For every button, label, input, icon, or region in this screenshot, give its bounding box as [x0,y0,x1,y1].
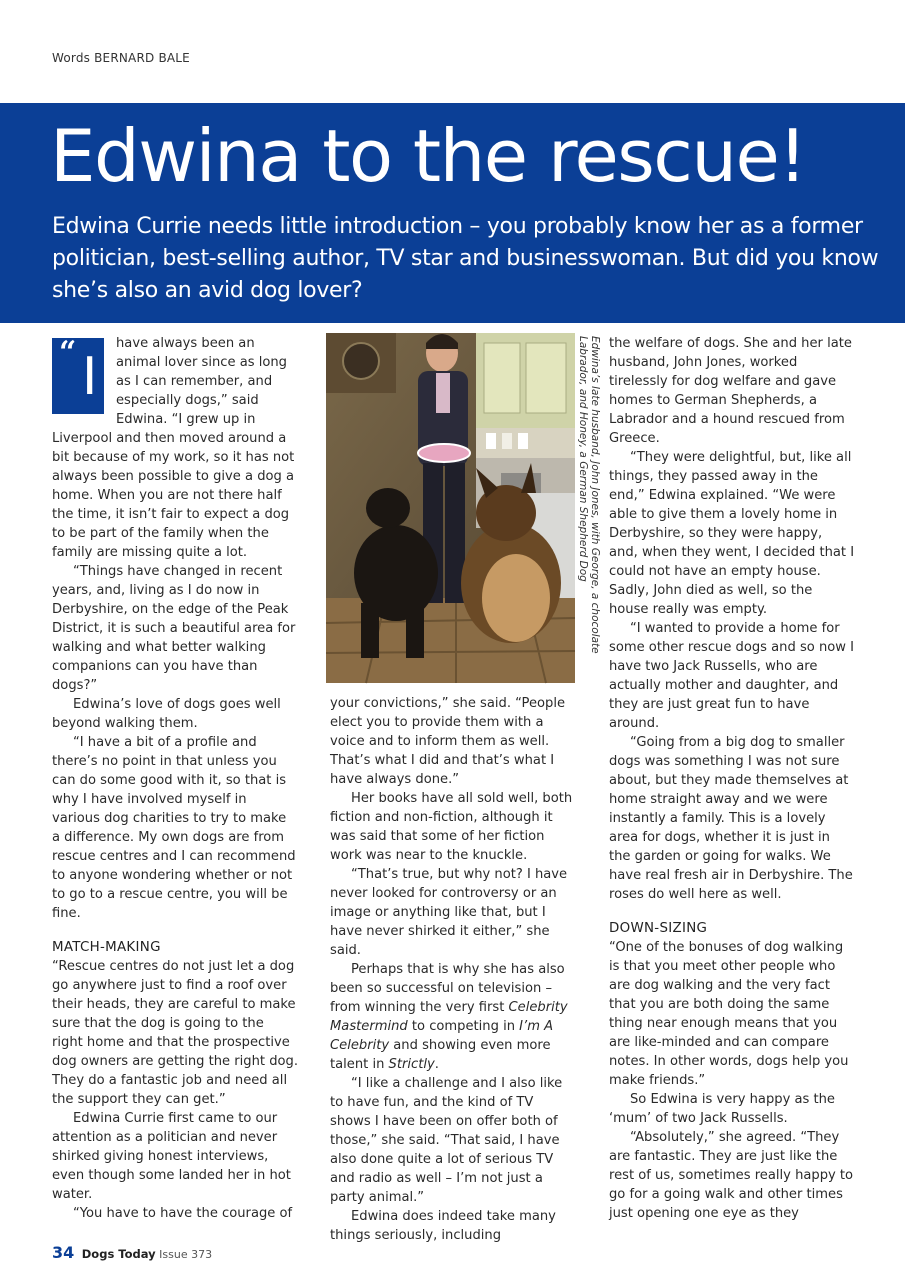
paragraph: the welfare of dogs. She and her late husband, John Jones, worked tirelessly for dog welfare and gave homes to German Shepherds, a Labrador and a hound rescued from Greece. [609,336,852,446]
show-title: Celebrity Mastermind [330,1000,568,1034]
paragraph: “One of the bonuses of dog walking is that you meet other people who are dog walking and the very fact that you are both doing the same thing near enough means that you are like-minded and can compare notes. In other words, dogs help you make friends.” [609,940,849,1088]
headline: Edwina to the rescue! [50,114,806,198]
show-title: Strictly [388,1057,435,1072]
paragraph: Edwina does indeed take many things seriously, including [330,1209,556,1243]
drop-cap-quote: “ [59,335,77,370]
page-number: 34 [52,1243,75,1262]
kitchen-scene-illustration [326,333,575,683]
headline-banner [0,103,905,323]
article-column-3 [609,334,855,1229]
magazine-name: Dogs Today [81,1247,156,1261]
paragraph: Her books have all sold well, both fiction and non-fiction, although it was said that some of her fiction work was near to the knuckle. [330,791,573,863]
text-run: and showing even more talent in [330,1038,551,1072]
paragraph: “I like a challenge and I also like to have fun, and the kind of TV shows I have been on offer both of those,” she said. “That said, I have also done quite a lot of serious TV and radio as well – I’m not just a party animal.” [330,1076,563,1205]
paragraph: “Absolutely,” she agreed. “They are fantastic. They are just like the rest of us, sometimes really happy to go for a going walk and other times just opening one eye as they [609,1130,854,1221]
paragraph: “They were delightful, but, like all things, they passed away in the end,” Edwina explained. “We were able to give them a lovely home in Derbyshire, so they were happy, and, when they went, I decided that I could not have an empty house. Sadly, John died as well, so the house really was empty. [609,450,855,617]
drop-cap [52,335,104,414]
drop-cap-letter: I [82,347,98,407]
standfirst: Edwina Currie needs little introduction – you probably know her as a former politician, best-selling author, TV star and businesswoman. But did you know she’s also an avid dog lover? [52,214,879,303]
paragraph: “Rescue centres do not just let a dog go anywhere just to find a roof over their heads, they are careful to make sure that the dog is going to the right home and that the prospective dog owners are getting the right dog. They do a fantastic job and need all the support they can get.” [52,959,298,1107]
subheading-down-sizing: DOWN-SIZING [609,921,708,936]
text-run: . [434,1057,439,1072]
page-footer [52,1243,212,1262]
article-column-1 [52,334,298,1229]
photo-caption [577,336,602,686]
paragraph: Edwina Currie first came to our attention as a politician and never shirked giving honest interviews, even though some landed her in hot water. [52,1111,291,1202]
paragraph: “I have a bit of a profile and there’s no point in that unless you can do some good with it, so that is why I have involved myself in various dog charities to try to make a difference. My own dogs are from rescue centres and I can recommend to anyone wondering whether or not to go to a rescue centre, you will be fine. [52,735,296,921]
paragraph: your convictions,” she said. “People elect you to provide them with a voice and to inform them as well. That’s what I did and that’s what I have always done.” [330,696,566,787]
subheading-match-making: MATCH-MAKING [52,940,161,955]
paragraph: Edwina’s love of dogs goes well beyond walking them. [52,697,281,731]
photo-caption-text: Edwina’s late husband, John Jones, with George, a chocolate Labrador, and Honey, a German Shepherd Dog [577,336,601,654]
text-run: Perhaps that is why she has also been so successful on television – from winning the very first [330,962,565,1015]
paragraph: “You have to have the courage of [73,1206,293,1221]
paragraph: have always been an animal lover since as long as I can remember, and especially dogs,” said Edwina. “I grew up in Liverpool and then moved around a bit because of my work, so it has not always been possible to give a dog a home. When you are not there half the time, it isn’t fair to expect a dog to be part of the family when the family are missing quite a lot. [52,336,295,560]
text-run: to competing in [407,1019,520,1034]
article-photo [326,333,575,683]
paragraph: “I wanted to provide a home for some other rescue dogs and so now I have two Jack Russells, who are actually mother and daughter, and they are just great fun to have around. [609,621,854,731]
paragraph: “Things have changed in recent years, and, living as I do now in Derbyshire, on the edge of the Peak District, it is such a beautiful area for walking and what better walking companions can you have than dogs?” [52,564,296,693]
paragraph [330,960,576,1074]
article-column-2 [330,694,576,1243]
issue-number: Issue 373 [159,1248,213,1261]
paragraph: “Going from a big dog to smaller dogs was something I was not sure about, but they made themselves at home straight away and we were instantly a family. This is a lovely area for dogs, whether it is just in the garden or going for walks. We have real fresh air in Derbyshire. The roses do well here as well. [609,735,853,902]
paragraph: So Edwina is very happy as the ‘mum’ of two Jack Russells. [609,1092,835,1126]
byline: Words BERNARD BALE [52,51,190,65]
show-title: I’m A Celebrity [330,1019,554,1053]
paragraph: “That’s true, but why not? I have never looked for controversy or an image or anything like that, but I have never shirked it either,” she said. [330,867,568,958]
